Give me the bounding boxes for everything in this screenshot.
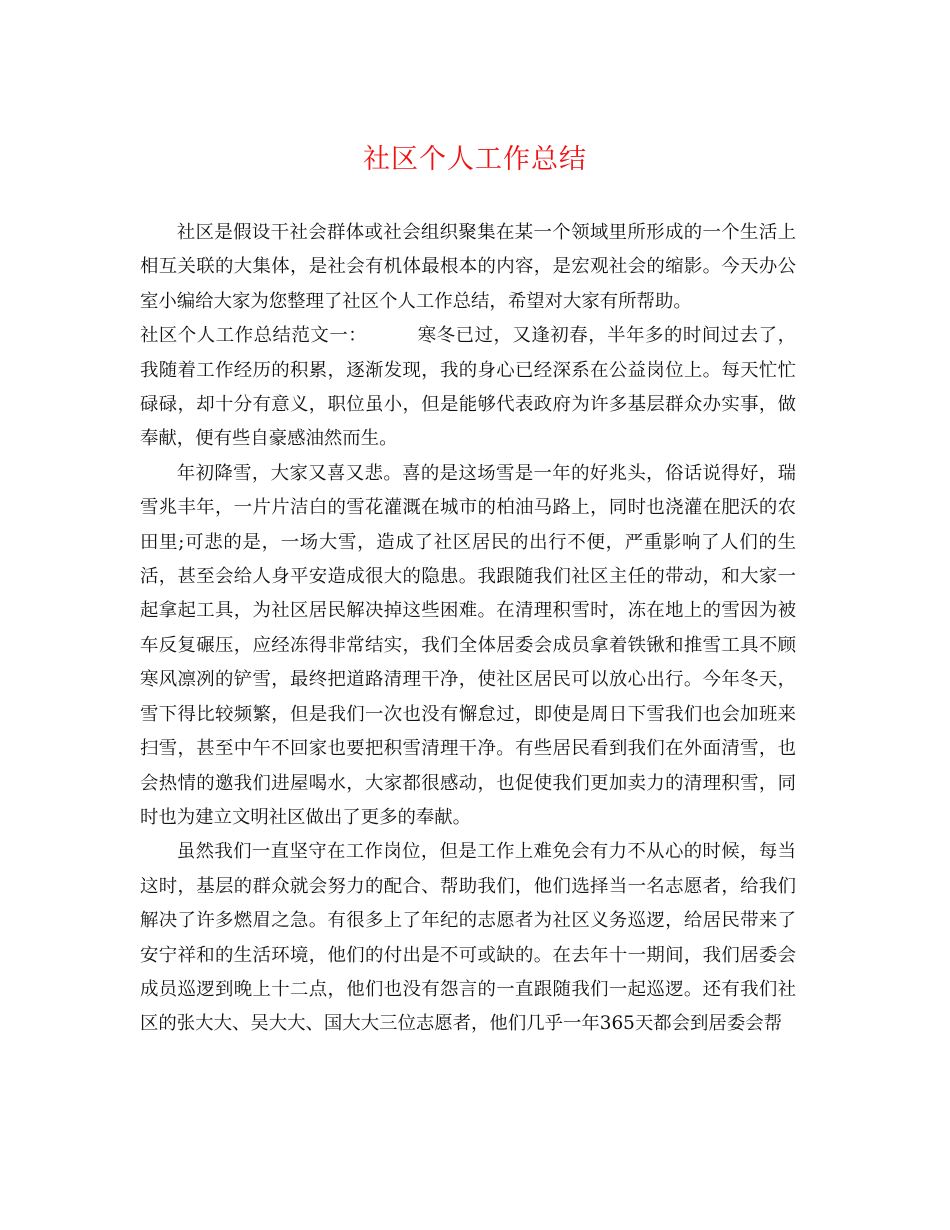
section-text: 寒冬已过，又逢初春，半年多的时间过去了，我随着工作经历的积累，逐渐发现，我的身心已经深系在公益岗位上。每天忙忙碌碌，却十分有意义，职位虽小，但是能够代表政府为许多基层群众办实事，做奉献，便有些自豪感油然而生。 xyxy=(140,325,796,450)
section-label: 社区个人工作总结范文一： xyxy=(140,325,368,347)
section-paragraph xyxy=(140,319,796,457)
volunteer-paragraph: 虽然我们一直坚守在工作岗位，但是工作上难免会有力不从心的时候，每当这时，基层的群众就会努力的配合、帮助我们，他们选择当一名志愿者，给我们解决了许多燃眉之急。有很多上了年纪的志愿者为社区义务巡逻，给居民带来了安宁祥和的生活环境，他们的付出是不可或缺的。在去年十一期间，我们居委会成员巡逻到晚上十二点，他们也没有怨言的一直跟随我们一起巡逻。还有我们社区的张大大、吴大大、国大大三位志愿者，他们几乎一年365天都会到居委会帮 xyxy=(140,841,796,1035)
intro-paragraph: 社区是假设干社会群体或社会组织聚集在某一个领域里所形成的一个生活上相互关联的大集体，是社会有机体最根本的内容，是宏观社会的缩影。今天办公室小编给大家为您整理了社区个人工作总结，希望对大家有所帮助。 xyxy=(140,222,796,312)
snow-paragraph: 年初降雪，大家又喜又悲。喜的是这场雪是一年的好兆头，俗话说得好，瑞雪兆丰年，一片片洁白的雪花灌溉在城市的柏油马路上，同时也浇灌在肥沃的农田里;可悲的是，一场大雪，造成了社区居民的出行不便，严重影响了人们的生活，甚至会给人身平安造成很大的隐患。我跟随我们社区主任的带动，和大家一起拿起工具，为社区居民解决掉这些困难。在清理积雪时，冻在地上的雪因为被车反复碾压，应经冻得非常结实，我们全体居委会成员拿着铁锹和推雪工具不顾寒风凛冽的铲雪，最终把道路清理干净，使社区居民可以放心出行。今年冬天，雪下得比较频繁，但是我们一次也没有懈怠过，即使是周日下雪我们也会加班来扫雪，甚至中午不回家也要把积雪清理干净。有些居民看到我们在外面清雪，也会热情的邀我们进屋喝水，大家都很感动，也促使我们更加卖力的清理积雪，同时也为建立文明社区做出了更多的奉献。 xyxy=(140,462,796,828)
document-body xyxy=(140,216,796,1042)
document-title: 社区个人工作总结 xyxy=(363,144,587,175)
